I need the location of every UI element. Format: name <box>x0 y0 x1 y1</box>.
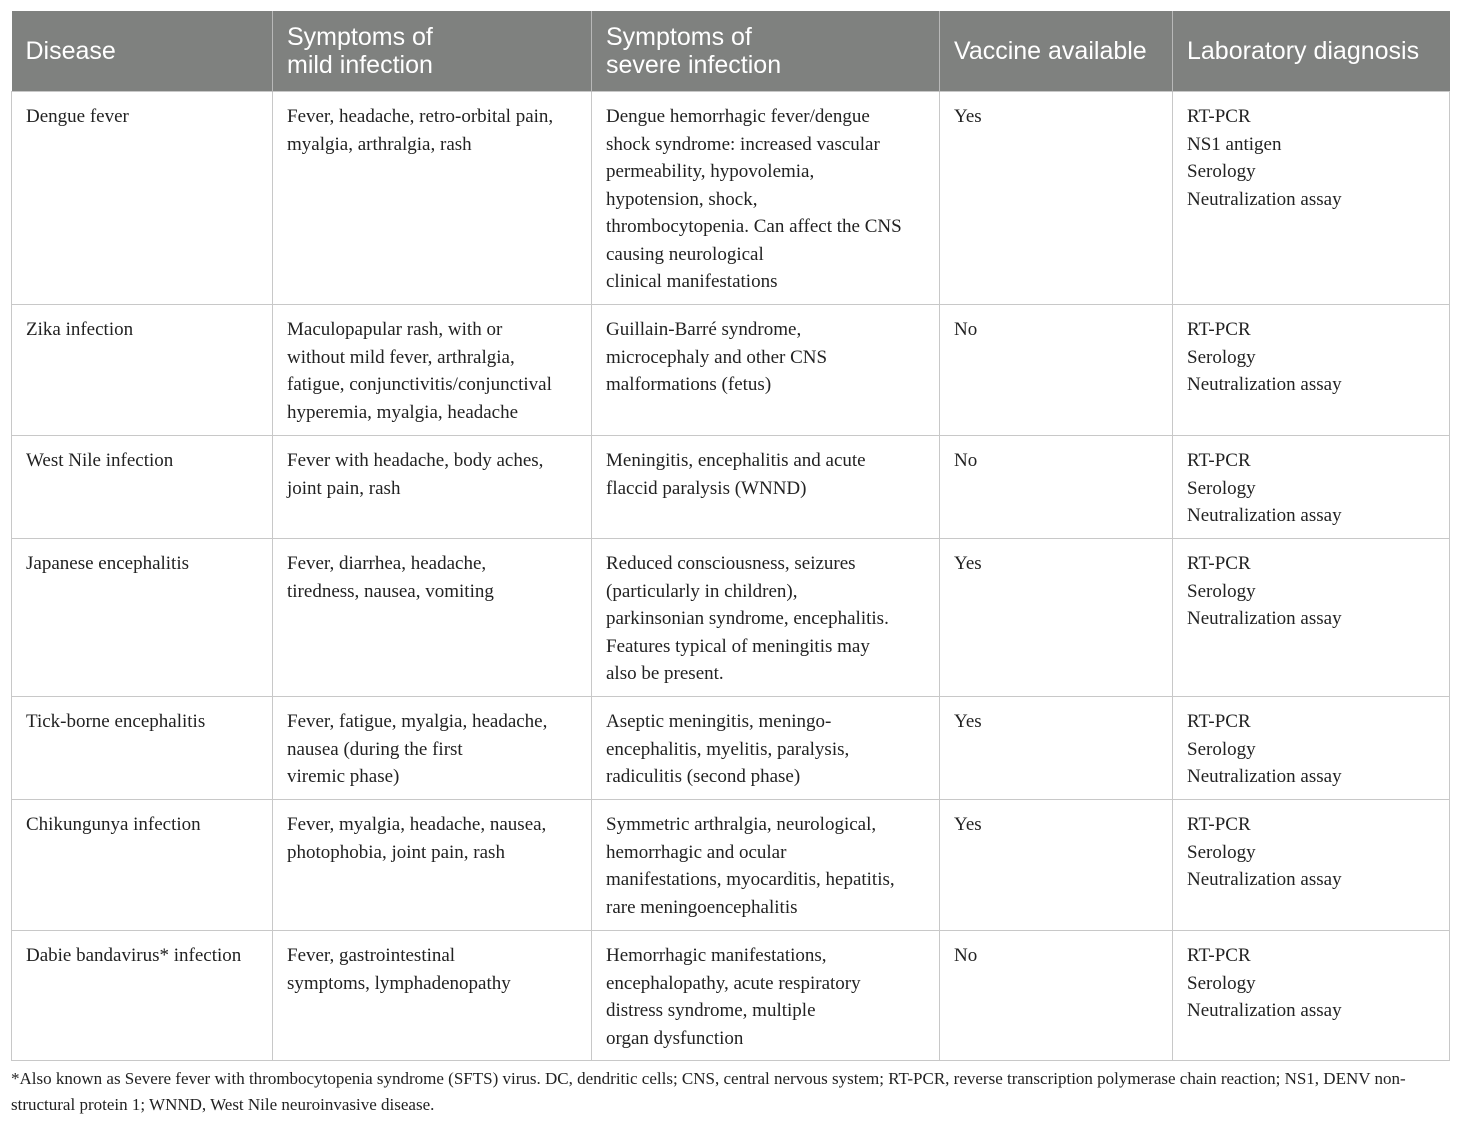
table-row <box>12 305 1450 436</box>
cell-vaccine: Yes <box>940 92 1173 305</box>
cell-vaccine: Yes <box>940 800 1173 931</box>
table-row <box>12 697 1450 800</box>
cell-vaccine: No <box>940 436 1173 539</box>
table-footnote: *Also known as Severe fever with thrombocytopenia syndrome (SFTS) virus. DC, dendritic cells; CNS, central nervous system; RT-PCR, reverse transcription polymerase chain reaction; NS1, DENV non-structural protein 1; WNND, West Nile neuroinvasive disease. <box>11 1069 1406 1114</box>
cell-mild-symptoms: Fever, headache, retro-orbital pain, myalgia, arthralgia, rash <box>273 92 592 305</box>
cell-severe-symptoms: Reduced consciousness, seizures (particularly in children), parkinsonian syndrome, encephalitis. Features typical of meningitis may also be present. <box>592 539 940 697</box>
cell-mild-symptoms: Fever, diarrhea, headache, tiredness, nausea, vomiting <box>273 539 592 697</box>
cell-mild-symptoms: Fever, myalgia, headache, nausea, photophobia, joint pain, rash <box>273 800 592 931</box>
cell-disease: Japanese encephalitis <box>12 539 273 697</box>
cell-disease: Dabie bandavirus* infection <box>12 931 273 1061</box>
table-row <box>12 92 1450 305</box>
cell-disease: Dengue fever <box>12 92 273 305</box>
cell-disease: West Nile infection <box>12 436 273 539</box>
header-severe-symptoms: Symptoms of severe infection <box>592 11 940 92</box>
cell-lab-diagnosis: RT-PCR Serology Neutralization assay <box>1173 436 1450 539</box>
cell-severe-symptoms: Aseptic meningitis, meningo- encephalitis, myelitis, paralysis, radiculitis (second phase) <box>592 697 940 800</box>
header-row <box>12 11 1450 92</box>
cell-severe-symptoms: Guillain-Barré syndrome, microcephaly and other CNS malformations (fetus) <box>592 305 940 436</box>
cell-mild-symptoms: Fever, fatigue, myalgia, headache, nausea (during the first viremic phase) <box>273 697 592 800</box>
header-disease: Disease <box>12 11 273 92</box>
cell-severe-symptoms: Symmetric arthralgia, neurological, hemorrhagic and ocular manifestations, myocarditis, hepatitis, rare meningoencephalitis <box>592 800 940 931</box>
cell-severe-symptoms: Dengue hemorrhagic fever/dengue shock syndrome: increased vascular permeability, hypovolemia, hypotension, shock, thrombocytopenia. Can affect the CNS causing neurological clinical manifestations <box>592 92 940 305</box>
cell-vaccine: Yes <box>940 697 1173 800</box>
table-row <box>12 931 1450 1061</box>
cell-vaccine: No <box>940 931 1173 1061</box>
cell-severe-symptoms: Hemorrhagic manifestations, encephalopathy, acute respiratory distress syndrome, multiple organ dysfunction <box>592 931 940 1061</box>
table-body <box>12 92 1450 1061</box>
cell-disease: Chikungunya infection <box>12 800 273 931</box>
cell-lab-diagnosis: RT-PCR NS1 antigen Serology Neutralization assay <box>1173 92 1450 305</box>
cell-disease: Tick-borne encephalitis <box>12 697 273 800</box>
header-vaccine: Vaccine available <box>940 11 1173 92</box>
table-row <box>12 436 1450 539</box>
cell-lab-diagnosis: RT-PCR Serology Neutralization assay <box>1173 305 1450 436</box>
table-row <box>12 539 1450 697</box>
cell-lab-diagnosis: RT-PCR Serology Neutralization assay <box>1173 931 1450 1061</box>
cell-vaccine: No <box>940 305 1173 436</box>
disease-table-container <box>11 11 1449 1061</box>
cell-severe-symptoms: Meningitis, encephalitis and acute flaccid paralysis (WNND) <box>592 436 940 539</box>
cell-mild-symptoms: Fever with headache, body aches, joint pain, rash <box>273 436 592 539</box>
cell-vaccine: Yes <box>940 539 1173 697</box>
cell-mild-symptoms: Fever, gastrointestinal symptoms, lymphadenopathy <box>273 931 592 1061</box>
header-lab-diagnosis: Laboratory diagnosis <box>1173 11 1450 92</box>
cell-disease: Zika infection <box>12 305 273 436</box>
cell-lab-diagnosis: RT-PCR Serology Neutralization assay <box>1173 697 1450 800</box>
cell-lab-diagnosis: RT-PCR Serology Neutralization assay <box>1173 539 1450 697</box>
cell-mild-symptoms: Maculopapular rash, with or without mild fever, arthralgia, fatigue, conjunctivitis/conjunctival hyperemia, myalgia, headache <box>273 305 592 436</box>
table-header <box>12 11 1450 92</box>
table-row <box>12 800 1450 931</box>
disease-table <box>11 11 1450 1061</box>
header-mild-symptoms: Symptoms of mild infection <box>273 11 592 92</box>
cell-lab-diagnosis: RT-PCR Serology Neutralization assay <box>1173 800 1450 931</box>
